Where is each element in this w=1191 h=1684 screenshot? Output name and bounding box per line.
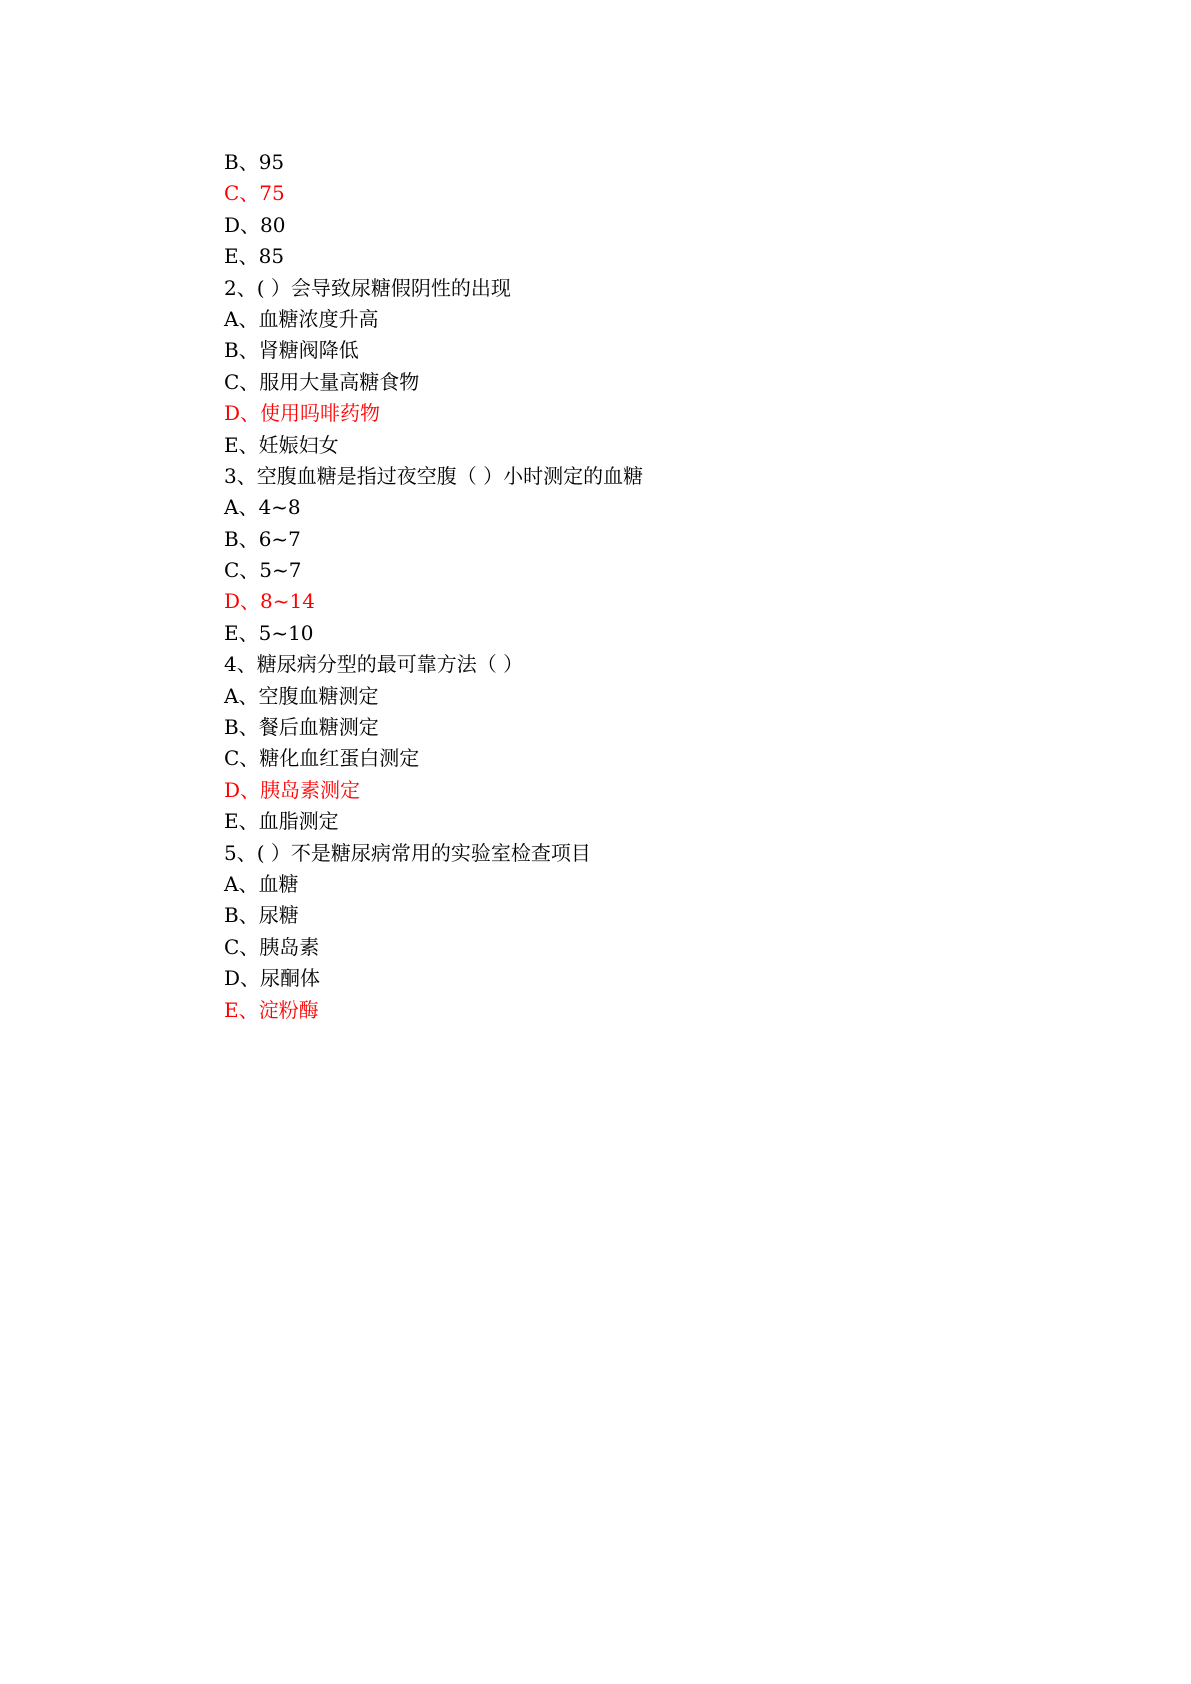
- option-line: B、肾糖阀降低: [224, 338, 359, 363]
- option-line: B、餐后血糖测定: [224, 715, 379, 740]
- option-line: D、尿酮体: [224, 966, 321, 991]
- option-line: A、空腹血糖测定: [224, 683, 379, 708]
- option-line: C、5~7: [224, 558, 302, 583]
- option-line: D、胰岛素测定: [224, 777, 361, 802]
- option-line: D、8~14: [224, 589, 315, 614]
- option-line: E、5~10: [224, 620, 314, 645]
- option-line: C、服用大量高糖食物: [224, 369, 420, 394]
- option-line: A、血糖浓度升高: [224, 306, 379, 331]
- option-line: B、6~7: [224, 526, 301, 551]
- option-line: D、使用吗啡药物: [224, 401, 381, 426]
- question-line: 5、( ）不是糖尿病常用的实验室检查项目: [224, 840, 591, 865]
- option-line: E、85: [224, 244, 285, 269]
- question-line: 3、空腹血糖是指过夜空腹（ ）小时测定的血糖: [224, 463, 644, 488]
- option-line: E、血脂测定: [224, 809, 339, 834]
- option-line: A、4~8: [224, 495, 301, 520]
- option-line: C、胰岛素: [224, 934, 320, 959]
- question-list: [224, 147, 984, 1026]
- question-line: 4、糖尿病分型的最可靠方法（ ）: [224, 652, 524, 677]
- question-line: 2、( ）会导致尿糖假阴性的出现: [224, 275, 511, 300]
- option-line: A、血糖: [224, 871, 299, 896]
- option-line: C、75: [224, 181, 285, 206]
- option-line: B、尿糖: [224, 903, 299, 928]
- option-line: D、80: [224, 212, 286, 237]
- option-line: B、95: [224, 150, 285, 174]
- option-line: E、妊娠妇女: [224, 432, 339, 457]
- option-line: C、糖化血红蛋白测定: [224, 746, 420, 771]
- option-line: E、淀粉酶: [224, 997, 319, 1022]
